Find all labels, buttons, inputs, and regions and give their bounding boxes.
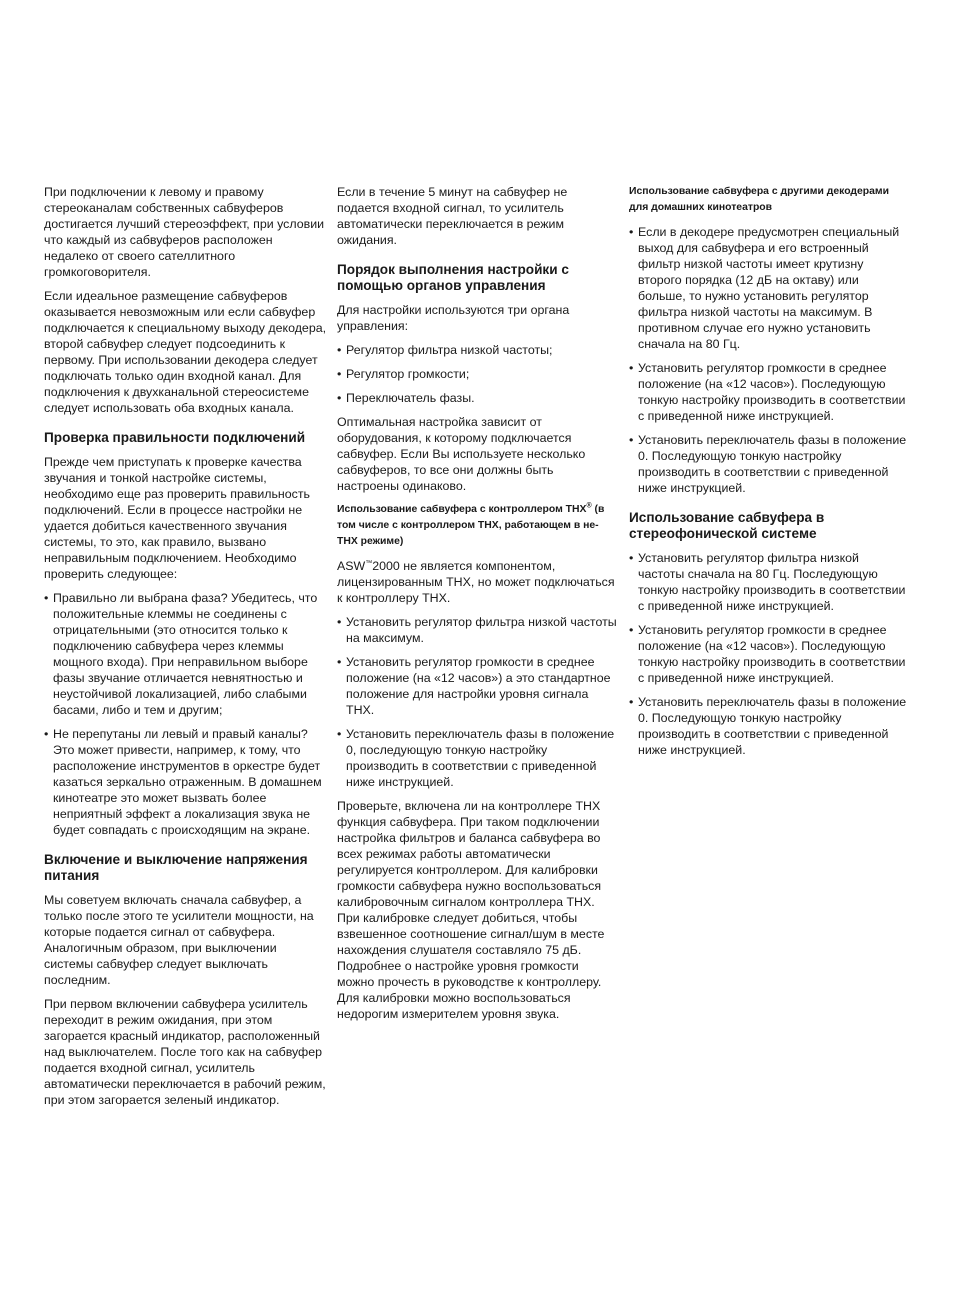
controls-list	[337, 342, 618, 406]
heading-setup-order: Порядок выполнения настройки с помощью органов управления	[337, 262, 569, 293]
list-item: • Установить регулятор фильтра низкой частоты на максимум.	[337, 614, 618, 646]
paragraph-auto-standby: Если в течение 5 минут на сабвуфер не подается входной сигнал, то усилитель автоматически переключается в режим ожидания.	[337, 185, 568, 247]
heading-thx-text-cont: (в том числе с контроллером THX, работающем в не-THX режиме)	[337, 504, 605, 547]
list-item: • Не перепутаны ли левый и правый каналы? Это может привести, например, к тому, что расположение инструментов в оркестре будет казаться зеркально отраженным. В домашнем кинотеатре это может вызвать более неприятный эффект а локализация звука не будет совпадать с происходящим на экране.	[44, 726, 327, 838]
thx-list	[337, 614, 618, 790]
heading-stereo-system: Использование сабвуфера в стереофонической системе	[629, 510, 825, 541]
check-list	[44, 590, 327, 838]
trademark-mark: ™	[365, 559, 373, 567]
list-item: • Регулятор громкости;	[337, 366, 618, 382]
model-text: 2000 не является компонентом, лицензированным THX, но может подключаться к контроллеру THX.	[337, 559, 615, 605]
paragraph-thx-calibration: Проверьте, включена ли на контроллере THX функция сабвуфера. При таком подключении настройка фильтров и баланса сабвуфера во всех режимах работы автоматически регулируется контроллером. Для калибровки громкости сабвуфера нужно воспользоваться калибровочным сигналом контроллера THX. При калибровке следует добиться, чтобы взвешенное соотношение сигнал/шум в месте нахождения слушателя составляло 75 дБ. Подробнее о настройке уровня громкости можно прочесть в руководстве к контроллеру. Для калибровки можно воспользоваться недорогим измерителем уровня звука.	[337, 799, 605, 1021]
heading-power: Включение и выключение напряжения питания	[44, 852, 308, 883]
paragraph-check-intro: Прежде чем приступать к проверке качества звучания и тонкой настройке системы, необходимо еще раз проверить правильность подключений. Если в процессе настройки не удается добиться качественного звучания системы, то это, как правило, вызвано неправильным подключением. Необходимо проверить следующее:	[44, 455, 310, 581]
registered-mark: ®	[586, 502, 592, 510]
decoders-list	[629, 224, 907, 496]
paragraph-controls-intro: Для настройки используются три органа управления:	[337, 303, 570, 333]
column-3	[629, 184, 907, 766]
column-2	[337, 184, 618, 1030]
paragraph-optimal-setup: Оптимальная настройка зависит от оборудования, к которому подключается сабвуфер. Если Вы используете несколько сабвуферов, то все они должны быть настроены одинаково.	[337, 415, 586, 493]
stereo-list	[629, 550, 907, 758]
paragraph-standby: При первом включении сабвуфера усилитель переходит в режим ожидания, при этом загорается красный индикатор, расположенный над выключателем. После того как на сабвуфер подается входной сигнал, усилитель автоматически переключается в рабочий режим, при этом загорается зеленый индикатор.	[44, 997, 326, 1107]
list-item: • Установить регулятор громкости в среднее положение (на «12 часов»). Последующую тонкую настройку производить в соответствии с приведенной ниже инструкцией.	[629, 360, 907, 424]
list-item: • Если в декодере предусмотрен специальный выход для сабвуфера и его встроенный фильтр низкой частоты имеет крутизну второго порядка (12 дБ на октаву) или больше, то нужно установить регулятор фильтра низкой частоты на максимум. В противном случае его нужно установить сначала на 80 Гц.	[629, 224, 907, 352]
list-item: • Установить переключатель фазы в положение 0. Последующую тонкую настройку производить в соответствии с приведенной ниже инструкцией.	[629, 694, 907, 758]
heading-thx	[337, 502, 618, 550]
list-item: • Регулятор фильтра низкой частоты;	[337, 342, 618, 358]
list-item: • Установить регулятор громкости в среднее положение (на «12 часов») а это стандартное положение для настройки уровня сигнала THX.	[337, 654, 618, 718]
list-item: • Установить переключатель фазы в положение 0. Последующую тонкую настройку производить в соответствии с приведенной ниже инструкцией.	[629, 432, 907, 496]
heading-check-connections: Проверка правильности подключений	[44, 430, 306, 445]
paragraph-stereo-subwoofers: При подключении к левому и правому стереоканалам собственных сабвуферов достигается лучший стереоэффект, при условии что каждый из сабвуферов расположен недалеко от своего сателлитного громкоговорителя.	[44, 185, 325, 279]
heading-other-decoders: Использование сабвуфера с другими декодерами для домашних кинотеатров	[629, 186, 889, 213]
paragraph-asw2000	[337, 558, 618, 606]
list-item: • Установить регулятор громкости в среднее положение (на «12 часов»). Последующую тонкую настройку производить в соответствии с приведенной ниже инструкцией.	[629, 622, 907, 686]
list-item: • Правильно ли выбрана фаза? Убедитесь, что положительные клеммы не соединены с отрицательными (это относится только к подключению сабвуфера через клеммы мощного входа). При неправильном выборе фазы звучание отличается невнятностью и неустойчивой локализацией, либо слабыми басами, либо и тем и другим;	[44, 590, 327, 718]
column-1	[44, 184, 327, 1116]
list-item: • Переключатель фазы.	[337, 390, 618, 406]
heading-thx-text: Использование сабвуфера с контроллером THX	[337, 504, 587, 515]
model-prefix: ASW	[337, 559, 366, 573]
list-item: • Установить переключатель фазы в положение 0, последующую тонкую настройку производить в соответствии с приведенной ниже инструкцией.	[337, 726, 618, 790]
paragraph-placement: Если идеальное размещение сабвуферов оказывается невозможным или если сабвуфер подключается к специальному выходу декодера, второй сабвуфер следует подсоединить к первому. При использовании декодера следует подключать только один входной канал. Для подключения к двухканальной стереосистеме следует использовать оба входных канала.	[44, 289, 327, 415]
list-item: • Установить регулятор фильтра низкой частоты сначала на 80 Гц. Последующую тонкую настройку производить в соответствии с приведенной ниже инструкцией.	[629, 550, 907, 614]
paragraph-power-order: Мы советуем включать сначала сабвуфер, а только после этого те усилители мощности, на которые подается сигнал от сабвуфера. Аналогичным образом, при выключении системы сабвуфер следует выключать последним.	[44, 893, 314, 987]
